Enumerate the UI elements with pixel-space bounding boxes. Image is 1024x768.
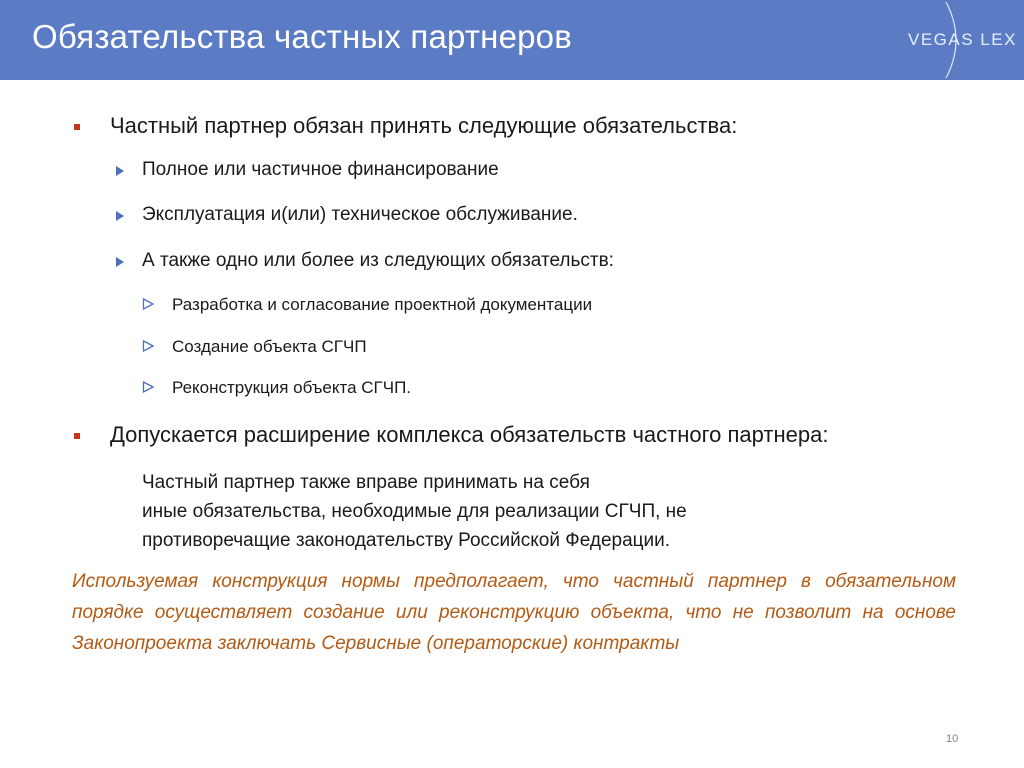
outline-triangle-bullet-icon — [142, 381, 154, 393]
paragraph-line: иные обязательства, необходимые для реализации СГЧП, не — [142, 501, 687, 522]
square-bullet-icon — [74, 433, 80, 439]
triangle-bullet-icon — [116, 166, 124, 176]
paragraph-line: Частный партнер также вправе принимать на себя — [142, 472, 590, 493]
square-bullet-icon — [74, 124, 80, 130]
sub-item-2: Эксплуатация и(или) техническое обслуживание. — [142, 204, 578, 225]
sub-item-1: Полное или частичное финансирование — [142, 159, 499, 180]
italic-note: Используемая конструкция нормы предполагает, что частный партнер в обязательном порядке осуществляет создание или реконструкцию объекта, что не позволит на основе Законопроекта заключать Сервисные (операторские) контракты — [72, 571, 956, 654]
extension-paragraph — [142, 468, 687, 555]
triangle-bullet-icon — [116, 257, 124, 267]
title-bar — [0, 0, 1024, 80]
bullet-item-1: Частный партнер обязан принять следующие обязательства: — [110, 113, 738, 138]
sub-sub-item-3: Реконструкция объекта СГЧП. — [172, 378, 412, 397]
sub-sub-item-1: Разработка и согласование проектной документации — [172, 295, 593, 314]
bullet-item-2: Допускается расширение комплекса обязательств частного партнера: — [110, 422, 829, 447]
page-number: 10 — [946, 733, 959, 745]
paragraph-line: противоречащие законодательству Российской Федерации. — [142, 530, 671, 551]
outline-triangle-bullet-icon — [142, 298, 154, 310]
triangle-bullet-icon — [116, 211, 124, 221]
vegas-lex-logo: VEGAS LEX — [908, 30, 1017, 49]
sub-item-3: А также одно или более из следующих обязательств: — [142, 250, 614, 271]
sub-sub-item-2: Создание объекта СГЧП — [172, 337, 367, 356]
outline-triangle-bullet-icon — [142, 340, 154, 352]
slide-title: Обязательства частных партнеров — [32, 18, 572, 55]
